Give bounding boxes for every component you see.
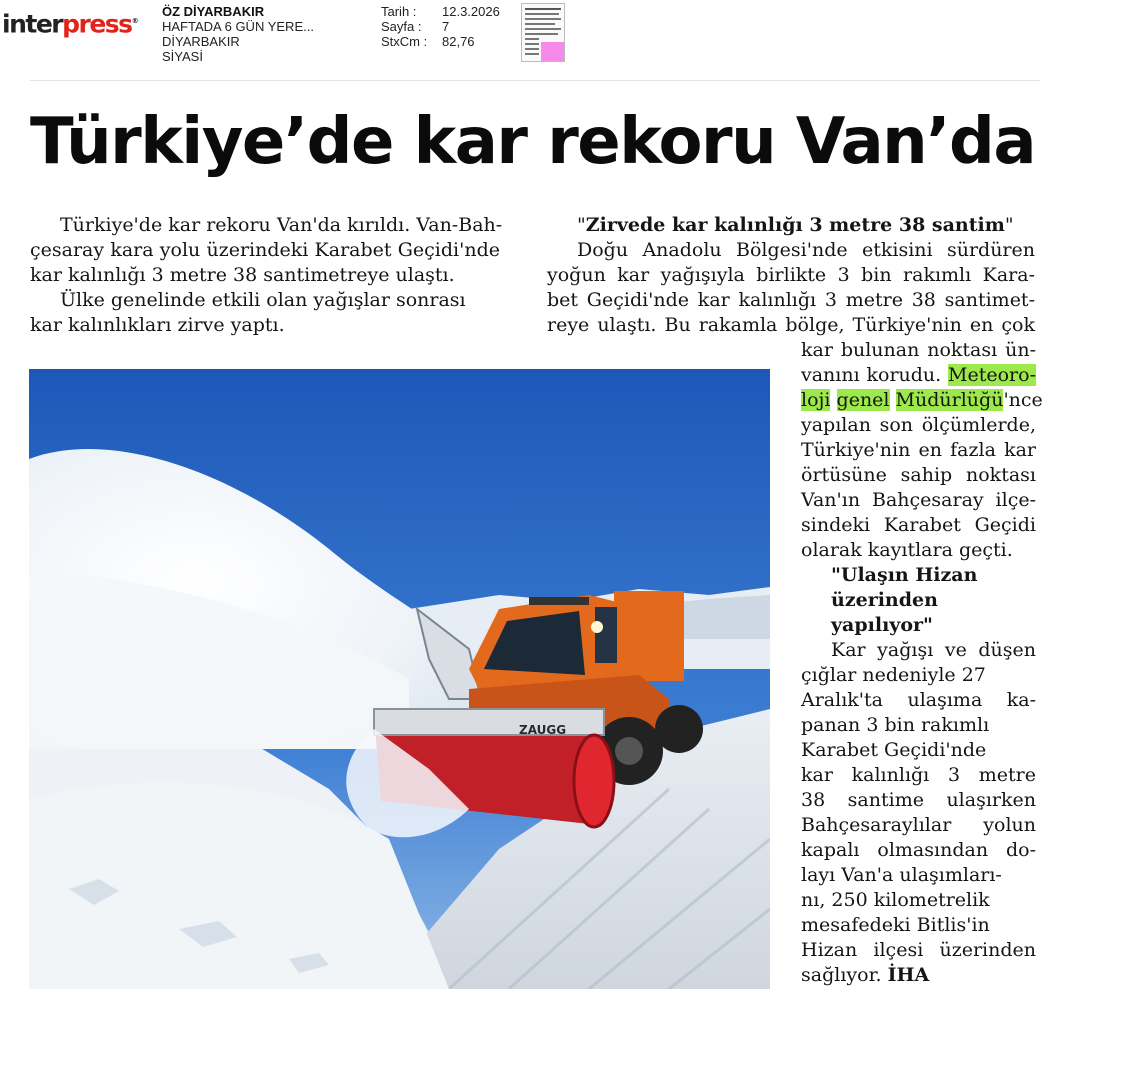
- interpress-logo: [2, 6, 139, 39]
- article-intro-text: [30, 213, 503, 338]
- text-line: reye ulaştı. Bu rakamla bölge, Türkiye'nin en çok: [547, 314, 1035, 336]
- plow-brand-label: ZAUGG: [519, 723, 567, 737]
- meta-date-row: [381, 4, 500, 19]
- publication-info: [162, 4, 314, 64]
- text-line: çesaray kara yolu üzerindeki Karabet Geçidi'nde: [30, 239, 500, 261]
- text-line: çığlar nedeniyle 27: [801, 664, 986, 686]
- highlighted-keyword: loji: [801, 389, 831, 411]
- subheading-ulasim: üzerinden: [831, 589, 938, 611]
- text-line: kar kalınlıkları zirve yaptı.: [30, 314, 285, 336]
- meta-page-row: [381, 19, 500, 34]
- logo-text-accent: press: [62, 9, 132, 39]
- agency-credit: İHA: [887, 964, 930, 986]
- text-line: bet Geçidi'nde kar kalınlığı 3 metre 38 santimet-: [547, 289, 1035, 311]
- highlighted-keyword: Meteoro-: [948, 364, 1036, 386]
- text-line: yapılan son ölçümlerde,: [801, 414, 1036, 436]
- text-line: 38 santime ulaşırken: [801, 789, 1036, 811]
- article-photo-snowplow: [29, 369, 770, 989]
- header-divider: [30, 80, 1040, 81]
- text-line: Hizan ilçesi üzerinden: [801, 939, 1036, 961]
- text-line: yoğun kar yağışıyla birlikte 3 bin rakımlı Kara-: [547, 264, 1035, 286]
- subheading-ulasim: yapılıyor": [831, 614, 933, 636]
- text-fragment: sağlıyor.: [801, 964, 888, 986]
- meta-date-label: Tarih :: [381, 4, 417, 19]
- text-line: panan 3 bin rakımlı: [801, 714, 990, 736]
- meta-date-value: 12.3.2026: [442, 4, 500, 19]
- subheading-ulasim: "Ulaşın Hizan: [831, 564, 978, 586]
- text-line: sindeki Karabet Geçidi: [801, 514, 1036, 536]
- clipping-meta: [381, 4, 500, 49]
- subheading-text: Zirvede kar kalınlığı 3 metre 38 santim: [585, 214, 1005, 236]
- snowplow-illustration: [29, 369, 770, 989]
- text-line: kar kalınlığı 3 metre 38 santimetreye ulaştı.: [30, 264, 455, 286]
- highlighted-keyword: genel: [836, 389, 890, 411]
- text-line: layı Van'a ulaşımları-: [801, 864, 1002, 886]
- meta-stxcm-value: 82,76: [442, 34, 475, 49]
- text-fragment: vanını korudu.: [801, 364, 949, 386]
- text-line: olarak kayıtlara geçti.: [801, 539, 1013, 561]
- text-line: örtüsüne sahip noktası: [801, 464, 1036, 486]
- text-line: kar kalınlığı 3 metre: [801, 764, 1036, 786]
- meta-page-value: 7: [442, 19, 450, 34]
- text-line: Van'ın Bahçesaray ilçe-: [801, 489, 1036, 511]
- publication-name: ÖZ DİYARBAKIR: [162, 4, 265, 19]
- publication-category: SİYASİ: [162, 49, 203, 64]
- text-line: Ülke genelinde etkili olan yağışlar sonrası: [60, 289, 466, 311]
- text-line: kapalı olmasından do-: [801, 839, 1036, 861]
- text-line: Doğu Anadolu Bölgesi'nde etkisini sürdüren: [577, 239, 1035, 261]
- meta-stxcm-label: StxCm :: [381, 34, 428, 49]
- article-section-1: [547, 213, 1035, 338]
- text-fragment: 'nce: [1003, 389, 1043, 411]
- publication-city: DİYARBAKIR: [162, 34, 240, 49]
- text-line-highlighted: [801, 388, 1043, 413]
- text-line: mesafedeki Bitlis'in: [801, 914, 990, 936]
- text-line: Türkiye'nin en fazla kar: [801, 439, 1036, 461]
- meta-page-label: Sayfa :: [381, 19, 422, 34]
- article-headline: Türkiye’de kar rekoru Van’da: [30, 105, 1035, 179]
- text-line: Türkiye'de kar rekoru Van'da kırıldı. Van-Bah-: [60, 214, 503, 236]
- text-line: Kar yağışı ve düşen: [831, 639, 1036, 661]
- text-line: Aralık'ta ulaşıma ka-: [801, 689, 1036, 711]
- text-line-final: [801, 963, 1036, 988]
- logo-text-main: inter: [2, 9, 63, 39]
- highlighted-keyword: Müdürlüğü: [895, 389, 1004, 411]
- text-line: Bahçesaraylılar yolun: [801, 814, 1036, 836]
- article-section-2: [801, 338, 1043, 988]
- publication-frequency: HAFTADA 6 GÜN YERE...: [162, 19, 314, 34]
- meta-stxcm-row: [381, 34, 500, 49]
- page-thumbnail[interactable]: [521, 3, 565, 62]
- thumbnail-article-highlight: [541, 42, 565, 62]
- text-line: kar bulunan noktası ün-: [801, 339, 1036, 361]
- subheading-zirvede: "Zirvede kar kalınlığı 3 metre 38 santim": [577, 214, 1014, 236]
- text-line-highlighted: [801, 363, 1036, 388]
- text-line: nı, 250 kilometrelik: [801, 889, 990, 911]
- text-line: Karabet Geçidi'nde: [801, 739, 987, 761]
- logo-registered-mark: ®: [131, 17, 139, 25]
